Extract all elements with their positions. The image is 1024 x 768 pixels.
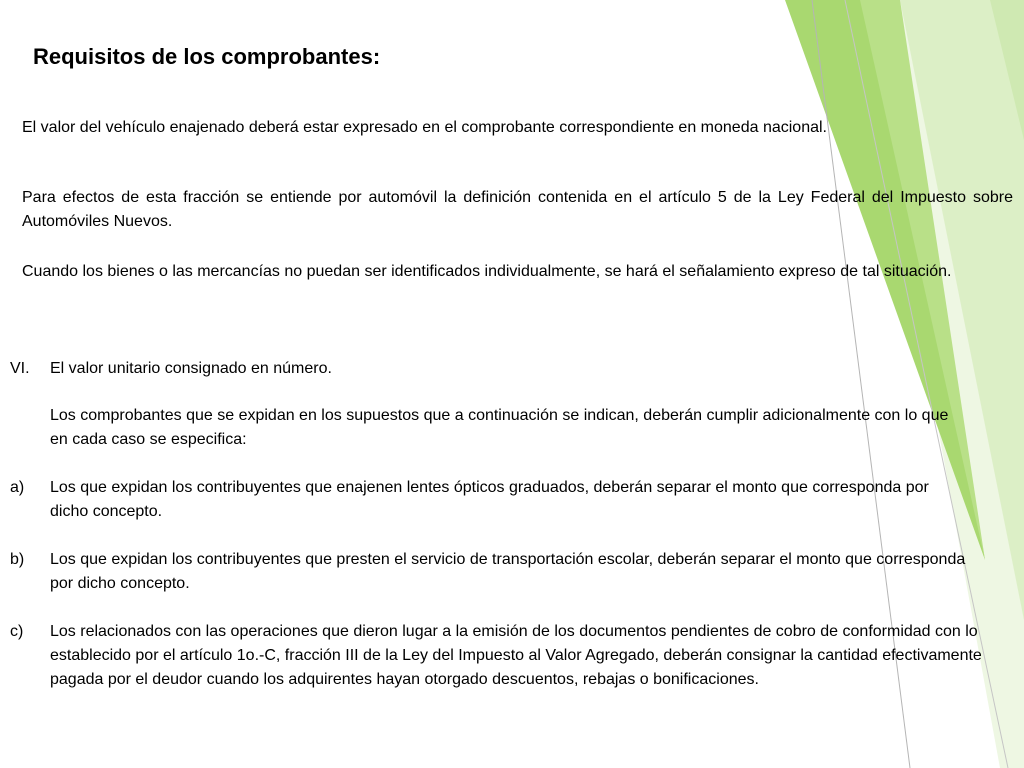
paragraph-vehicle-value: El valor del vehículo enajenado deberá estar expresado en el comprobante correspondiente en moneda nacional. (22, 119, 827, 136)
section-vi-body: Los comprobantes que se expidan en los supuestos que a continuación se indican, deberán cumplir adicionalmente con lo que en cada caso se especifica: (50, 407, 949, 448)
item-b-text: Los que expidan los contribuyentes que presten el servicio de transportación escolar, deberán separar el monto que corresponda por dicho concepto. (50, 551, 966, 592)
paragraph-identification: Cuando los bienes o las mercancías no puedan ser identificados individualmente, se hará el señalamiento expreso de tal situación. (22, 263, 952, 280)
item-c-label: c) (10, 623, 24, 640)
item-b-label: b) (10, 551, 25, 568)
section-vi-label: VI. (10, 360, 30, 377)
section-vi-heading: El valor unitario consignado en número. (50, 360, 332, 377)
paragraph-automobile-definition: Para efectos de esta fracción se entiende por automóvil la definición contenida en el artículo 5 de la Ley Federal del Impuesto sobre Automóviles Nuevos. (22, 189, 1013, 230)
slide-title: Requisitos de los comprobantes: (33, 44, 381, 69)
item-c-text: Los relacionados con las operaciones que dieron lugar a la emisión de los documentos pendientes de cobro de conformidad con lo establecido por el artículo 1o.-C, fracción III de la Ley del Impuesto al Valor Agregado, deberán consignar la cantidad efectivamente pagada por el deudor cuando los adquirentes hayan otorgado descuentos, rebajas o bonificaciones. (50, 623, 982, 688)
item-a-text: Los que expidan los contribuyentes que enajenen lentes ópticos graduados, deberán separar el monto que corresponda por dicho concepto. (50, 479, 929, 520)
item-a-label: a) (10, 479, 25, 496)
